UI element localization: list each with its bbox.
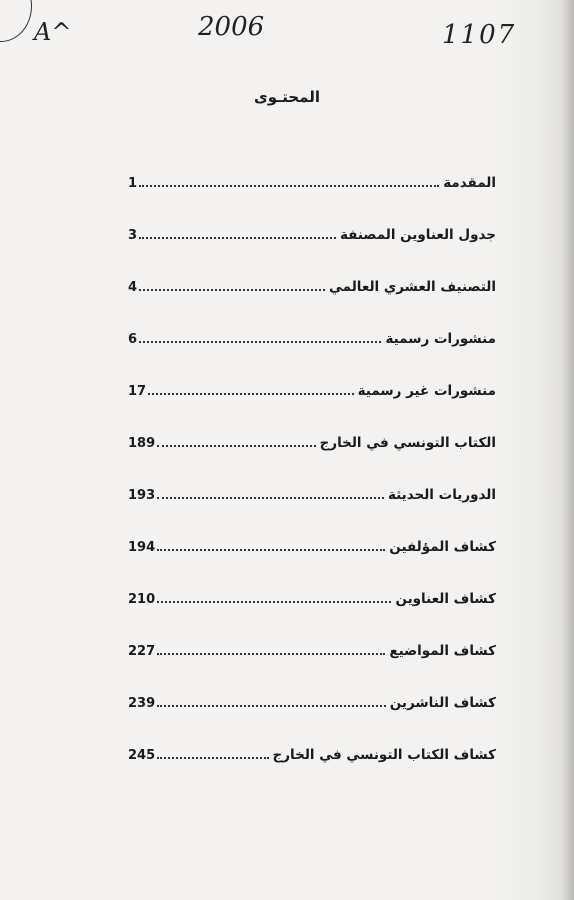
toc-entry [128,140,496,192]
toc-entry [128,452,496,504]
toc-entry [128,244,496,296]
toc-leader-dots [157,496,384,499]
toc-leader-dots [157,600,391,603]
toc-entry-label: كشاف المؤلفين [389,539,496,555]
toc-entry-label: كشاف الكتاب التونسي في الخارج [272,747,496,763]
toc-entry [128,660,496,712]
toc-entry [128,608,496,660]
toc-leader-dots [148,392,354,395]
toc-leader-dots [157,444,315,447]
handwritten-note-left: A^ [34,18,72,46]
toc-leader-dots [139,340,381,343]
handwritten-arc-mark [0,0,32,42]
toc-entry [128,556,496,608]
toc-entry-label: منشورات رسمية [385,331,496,347]
toc-entry-page: 3 [128,228,138,243]
toc-entry-label: الدوريات الحديثة [387,487,496,503]
toc-entry-label: كشاف المواضيع [389,643,496,659]
toc-entry-label: كشاف العناوين [395,591,496,607]
toc-leader-dots [157,756,268,759]
toc-entry-page: 1 [128,176,138,191]
toc-entry-label: المقدمة [443,175,496,191]
table-of-contents [128,140,496,764]
toc-leader-dots [157,548,385,551]
toc-entry [128,504,496,556]
toc-entry-page: 17 [128,384,147,399]
toc-leader-dots [157,704,386,707]
toc-leader-dots [139,184,439,187]
toc-entry [128,348,496,400]
toc-entry-page: 239 [128,696,156,711]
toc-entry-page: 193 [128,488,156,503]
toc-entry-label: التصنيف العشري العالمي [329,279,496,295]
toc-entry-page: 227 [128,644,156,659]
toc-entry [128,192,496,244]
toc-leader-dots [139,236,336,239]
toc-entry-label: منشورات غير رسمية [357,383,496,399]
toc-entry-page: 6 [128,332,138,347]
toc-entry-label: الكتاب التونسي في الخارج [319,435,496,451]
toc-entry [128,296,496,348]
toc-leader-dots [139,288,325,291]
toc-entry-label: جدول العناوين المصنفة [339,227,496,243]
handwritten-year: 2006 [198,12,265,42]
toc-title: المحتـوى [253,88,321,106]
toc-entry-page: 194 [128,540,156,555]
toc-entry-label: كشاف الناشرين [389,695,496,711]
toc-entry-page: 210 [128,592,156,607]
toc-entry-page: 4 [128,280,138,295]
toc-entry-page: 189 [128,436,156,451]
handwritten-number: 1107 [442,20,517,50]
toc-leader-dots [157,652,385,655]
toc-entry [128,712,496,764]
toc-entry [128,400,496,452]
toc-entry-page: 245 [128,748,156,763]
page-spine-shadow [560,0,574,900]
